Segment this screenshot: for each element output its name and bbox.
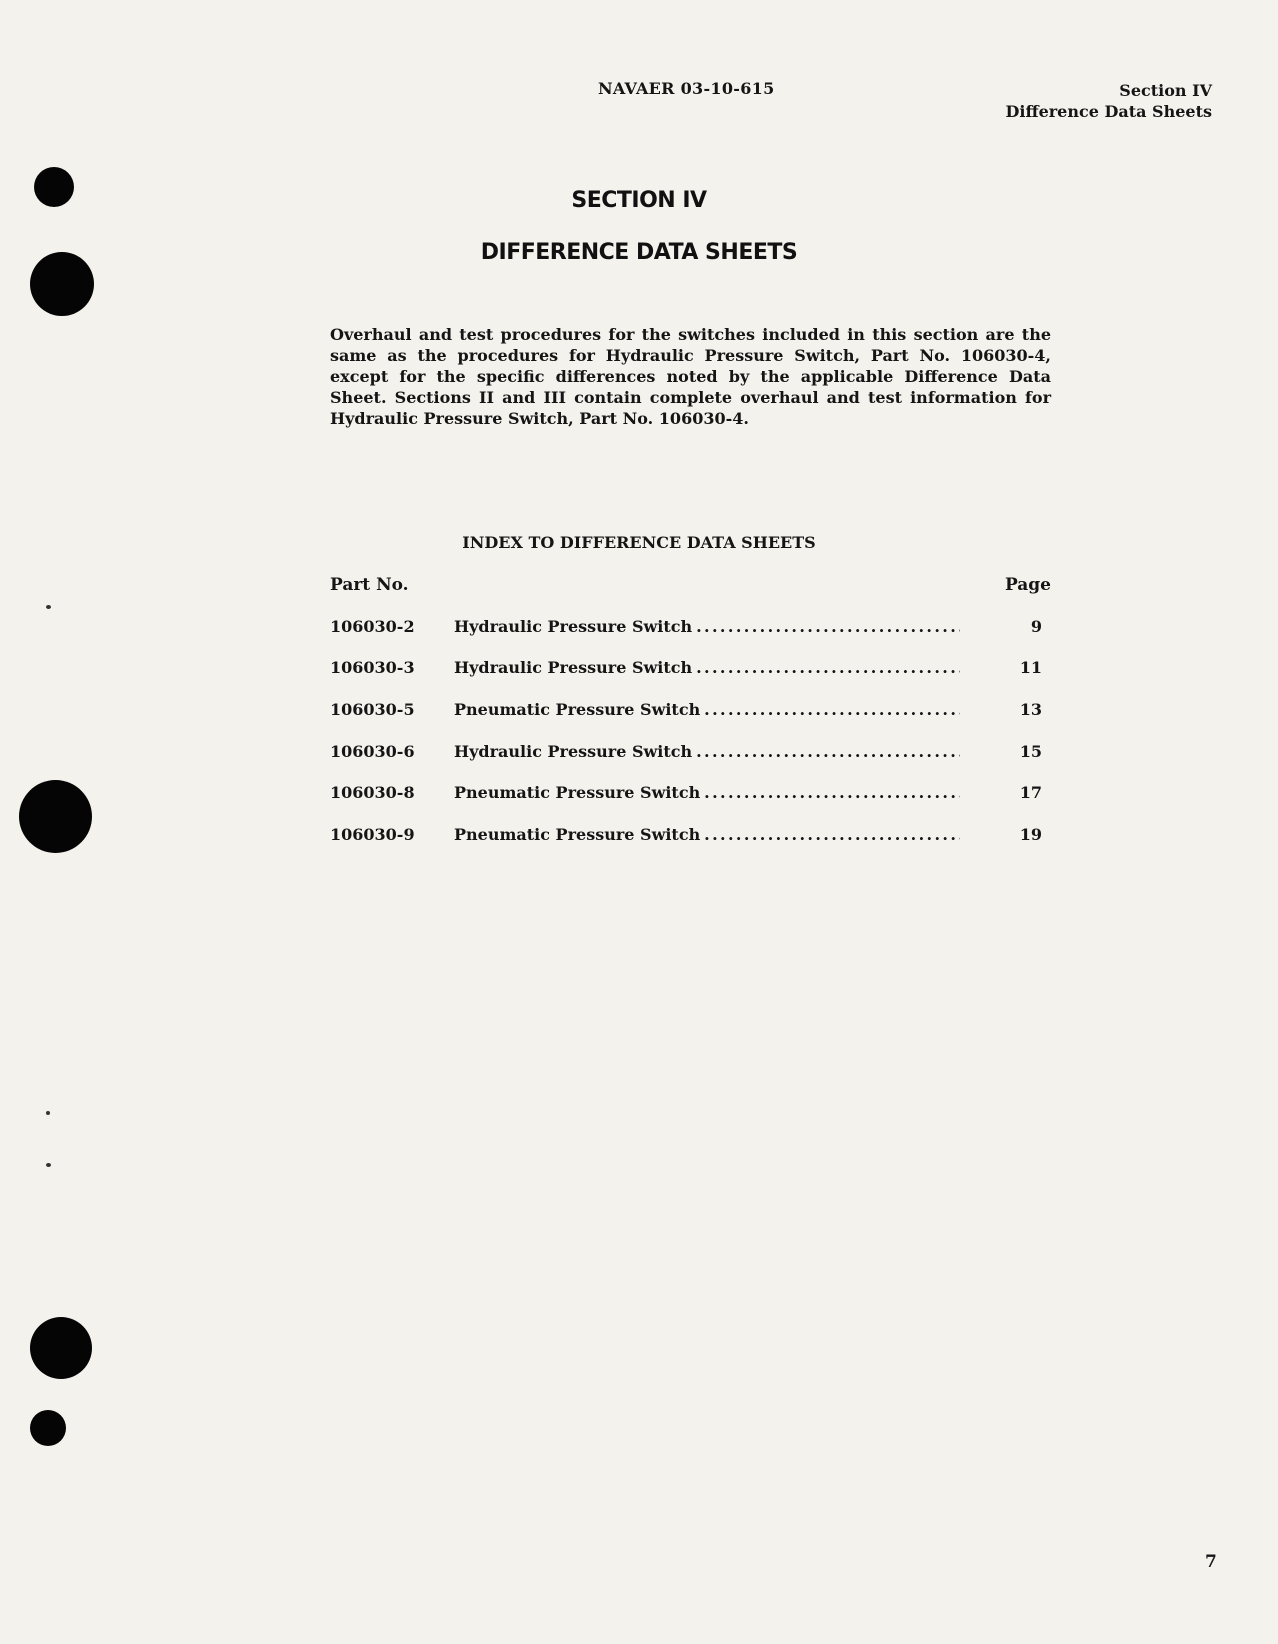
part-description: Hydraulic Pressure Switch . . . — [454, 658, 960, 677]
part-number: 106030-2 — [330, 617, 415, 636]
part-number: 106030-5 — [330, 700, 415, 719]
punch-hole-5 — [30, 1410, 66, 1446]
index-row — [0, 617, 1278, 641]
part-description: Pneumatic Pressure Switch . . . — [454, 825, 960, 844]
page-ref: 11 — [1019, 658, 1042, 677]
part-description: Hydraulic Pressure Switch . . . — [454, 742, 960, 761]
part-description: Pneumatic Pressure Switch . . . — [454, 700, 960, 719]
page-ref: 17 — [1019, 783, 1042, 802]
part-description: Pneumatic Pressure Switch . . . — [454, 783, 960, 802]
part-number: 106030-3 — [330, 658, 415, 677]
running-section-subtitle: Difference Data Sheets — [1005, 102, 1212, 121]
part-number: 106030-8 — [330, 783, 415, 802]
page-ref: 13 — [1019, 700, 1042, 719]
running-section-label: Section IV — [1119, 81, 1212, 100]
page-ref: 19 — [1019, 825, 1042, 844]
page-ref: 9 — [1030, 617, 1042, 636]
page-ref: 15 — [1019, 742, 1042, 761]
index-row — [0, 658, 1278, 682]
intro-paragraph: Overhaul and test procedures for the switches included in this section are the same as the procedures for Hydraulic Pressure Switch, Part No. 106030-4, except for the specific differences noted by the applicable Difference Data Sheet. Sections II and III contain complete overhaul and test information for Hydraulic Pressure Switch, Part No. 106030-4. — [330, 325, 1051, 428]
column-header-page: Page — [1004, 575, 1051, 595]
part-description: Hydraulic Pressure Switch . . . — [454, 617, 960, 636]
index-row — [0, 742, 1278, 766]
part-number: 106030-6 — [330, 742, 415, 761]
scan-speck-2 — [46, 1111, 50, 1115]
index-title: INDEX TO DIFFERENCE DATA SHEETS — [462, 533, 816, 552]
section-title: SECTION IV — [571, 188, 707, 213]
scan-speck-3 — [46, 1163, 51, 1167]
scan-speck-1 — [46, 605, 51, 609]
index-row — [0, 825, 1278, 849]
part-number: 106030-9 — [330, 825, 415, 844]
page-number: 7 — [1205, 1552, 1217, 1572]
column-header-part-no: Part No. — [330, 575, 409, 595]
section-subtitle: DIFFERENCE DATA SHEETS — [480, 240, 798, 265]
running-section-header — [1005, 80, 1212, 122]
document-id: NAVAER 03-10-615 — [598, 79, 775, 98]
punch-hole-4 — [30, 1317, 92, 1379]
index-row — [0, 783, 1278, 807]
index-row — [0, 700, 1278, 724]
